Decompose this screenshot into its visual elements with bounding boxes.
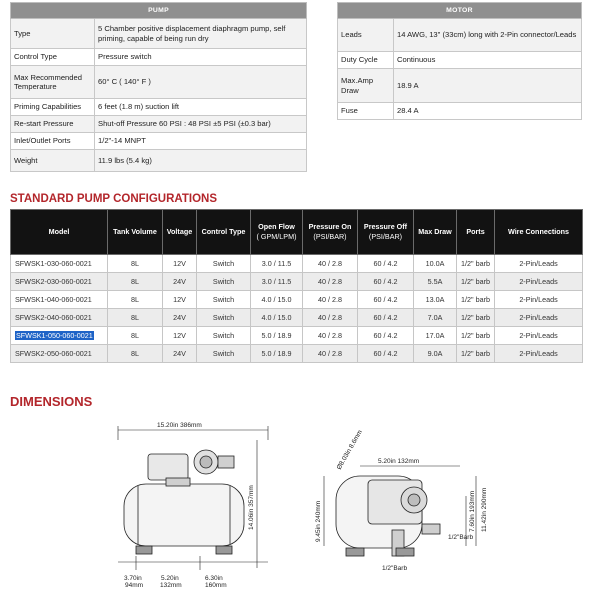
cell-voltage: 12V bbox=[163, 327, 197, 345]
side-overall-length: 15.20in 386mm bbox=[157, 422, 202, 429]
cell-voltage: 12V bbox=[163, 255, 197, 273]
cell-wire: 2-Pin/Leads bbox=[495, 345, 583, 363]
col-pressure-on-label: Pressure On bbox=[308, 222, 352, 232]
cell-pressure-on: 40 / 2.8 bbox=[303, 327, 358, 345]
col-pressure-on-unit: (PSI/BAR) bbox=[313, 232, 347, 241]
pump-label: Weight bbox=[11, 150, 95, 172]
col-flow bbox=[251, 210, 303, 255]
cell-flow: 4.0 / 15.0 bbox=[251, 291, 303, 309]
cell-max-draw: 9.0A bbox=[414, 345, 457, 363]
cell-wire: 2-Pin/Leads bbox=[495, 291, 583, 309]
cell-ports: 1/2" barb bbox=[457, 255, 495, 273]
cell-pressure-on: 40 / 2.8 bbox=[303, 273, 358, 291]
cell-pressure-on: 40 / 2.8 bbox=[303, 255, 358, 273]
cell-max-draw: 17.0A bbox=[414, 327, 457, 345]
cell-ports: 1/2" barb bbox=[457, 309, 495, 327]
cell-wire: 2-Pin/Leads bbox=[495, 255, 583, 273]
cell-model: SFWSK1-040-060-0021 bbox=[11, 291, 108, 309]
pump-label: Priming Capabilities bbox=[11, 99, 95, 116]
side-left-in: 3.70in bbox=[124, 575, 142, 582]
col-max-draw: Max Draw bbox=[414, 210, 457, 255]
motor-label: Duty Cycle bbox=[338, 52, 394, 69]
table-row bbox=[11, 327, 583, 345]
cell-flow: 4.0 / 15.0 bbox=[251, 309, 303, 327]
cell-control: Switch bbox=[197, 327, 251, 345]
cell-pressure-off: 60 / 4.2 bbox=[358, 255, 414, 273]
col-voltage: Voltage bbox=[163, 210, 197, 255]
col-ports: Ports bbox=[457, 210, 495, 255]
motor-label: Fuse bbox=[338, 103, 394, 120]
side-view-drawing bbox=[118, 422, 268, 589]
end-width: 5.20in 132mm bbox=[378, 458, 420, 465]
pump-value: Pressure switch bbox=[95, 49, 307, 66]
cell-ports: 1/2" barb bbox=[457, 345, 495, 363]
cell-tank: 8L bbox=[108, 291, 163, 309]
motor-label: Max.Amp Draw bbox=[338, 69, 394, 103]
cell-voltage: 24V bbox=[163, 345, 197, 363]
motor-spec-table bbox=[337, 2, 582, 120]
cell-tank: 8L bbox=[108, 309, 163, 327]
dimensions-drawing bbox=[0, 405, 600, 600]
col-model: Model bbox=[11, 210, 108, 255]
cell-voltage: 24V bbox=[163, 309, 197, 327]
cell-tank: 8L bbox=[108, 255, 163, 273]
cell-pressure-on: 40 / 2.8 bbox=[303, 345, 358, 363]
end-tank-diameter: Ø8.03in 8.6mm bbox=[335, 429, 364, 471]
motor-value: 18.9 A bbox=[394, 69, 582, 103]
pump-label: Control Type bbox=[11, 49, 95, 66]
cell-ports: 1/2" barb bbox=[457, 291, 495, 309]
cell-flow: 5.0 / 18.9 bbox=[251, 327, 303, 345]
cell-wire: 2-Pin/Leads bbox=[495, 273, 583, 291]
cell-pressure-off: 60 / 4.2 bbox=[358, 273, 414, 291]
motor-value: Continuous bbox=[394, 52, 582, 69]
cell-ports: 1/2" barb bbox=[457, 273, 495, 291]
cell-max-draw: 13.0A bbox=[414, 291, 457, 309]
col-pressure-off bbox=[358, 210, 414, 255]
cell-pressure-off: 60 / 4.2 bbox=[358, 309, 414, 327]
cell-control: Switch bbox=[197, 309, 251, 327]
cell-model: SFWSK2-050-060-0021 bbox=[11, 345, 108, 363]
motor-value: 14 AWG, 13" (33cm) long with 2-Pin connector/Leads bbox=[394, 19, 582, 52]
end-barb-label: 1/2"Barb bbox=[382, 565, 408, 572]
cell-max-draw: 5.5A bbox=[414, 273, 457, 291]
cell-model: SFWSK1-030-060-0021 bbox=[11, 255, 108, 273]
cell-pressure-on: 40 / 2.8 bbox=[303, 309, 358, 327]
cell-max-draw: 10.0A bbox=[414, 255, 457, 273]
tank-body bbox=[124, 484, 244, 546]
table-row bbox=[11, 309, 583, 327]
selected-model-text: SFWSK1-050-060-0021 bbox=[16, 331, 93, 340]
col-control: Control Type bbox=[197, 210, 251, 255]
cell-pressure-off: 60 / 4.2 bbox=[358, 345, 414, 363]
cell-pressure-on: 40 / 2.8 bbox=[303, 291, 358, 309]
pump-header: PUMP bbox=[11, 3, 307, 19]
col-pressure-off-unit: (PSI/BAR) bbox=[368, 232, 403, 241]
end-height-c: 7.60in 193mm bbox=[469, 490, 476, 532]
motor-value: 28.4 A bbox=[394, 103, 582, 120]
cell-model: SFWSK2-030-060-0021 bbox=[11, 273, 108, 291]
pump-label: Re-start Pressure bbox=[11, 116, 95, 133]
cell-tank: 8L bbox=[108, 327, 163, 345]
cell-control: Switch bbox=[197, 273, 251, 291]
cell-ports: 1/2" barb bbox=[457, 327, 495, 345]
cell-control: Switch bbox=[197, 255, 251, 273]
cell-wire: 2-Pin/Leads bbox=[495, 309, 583, 327]
end-barb-label: 1/2"Barb bbox=[448, 534, 474, 541]
pump-spec-table bbox=[10, 2, 307, 172]
col-pressure-off-label: Pressure Off bbox=[363, 222, 408, 232]
table-row bbox=[11, 255, 583, 273]
col-pressure-on bbox=[303, 210, 358, 255]
dimensions-heading: DIMENSIONS bbox=[10, 394, 93, 409]
cell-tank: 8L bbox=[108, 345, 163, 363]
cell-control: Switch bbox=[197, 345, 251, 363]
end-height-a: 9.45in 240mm bbox=[315, 500, 322, 542]
cell-tank: 8L bbox=[108, 273, 163, 291]
side-mid-mm: 132mm bbox=[160, 582, 182, 589]
cell-voltage: 24V bbox=[163, 273, 197, 291]
pump-value: 6 feet (1.8 m) suction lift bbox=[95, 99, 307, 116]
side-right-in: 6.30in bbox=[205, 575, 223, 582]
col-flow-unit: ( GPM/LPM) bbox=[256, 232, 297, 241]
table-row bbox=[11, 291, 583, 309]
col-wire: Wire Connections bbox=[495, 210, 583, 255]
side-left-mm: 94mm bbox=[125, 582, 144, 589]
pump-value: 60° C ( 140° F ) bbox=[95, 66, 307, 99]
pump-value: 1/2"-14 MNPT bbox=[95, 133, 307, 150]
col-flow-label: Open Flow bbox=[258, 222, 295, 232]
configurations-table bbox=[10, 209, 583, 363]
pump-value: 5 Chamber positive displacement diaphragm pump, self priming, capable of being run dry bbox=[95, 19, 307, 49]
configurations-heading: STANDARD PUMP CONFIGURATIONS bbox=[10, 193, 217, 205]
end-height-b: 11.42in 290mm bbox=[481, 487, 488, 532]
cell-model: SFWSK2-040-060-0021 bbox=[11, 309, 108, 327]
pump-label: Type bbox=[11, 19, 95, 49]
motor-header: MOTOR bbox=[338, 3, 582, 19]
cell-flow: 3.0 / 11.5 bbox=[251, 273, 303, 291]
table-row bbox=[11, 273, 583, 291]
cell-control: Switch bbox=[197, 291, 251, 309]
col-tank: Tank Volume bbox=[108, 210, 163, 255]
table-row bbox=[11, 345, 583, 363]
end-view-drawing bbox=[315, 429, 488, 572]
cell-pressure-off: 60 / 4.2 bbox=[358, 291, 414, 309]
cell-flow: 3.0 / 11.5 bbox=[251, 255, 303, 273]
motor-label: Leads bbox=[338, 19, 394, 52]
cell-flow: 5.0 / 18.9 bbox=[251, 345, 303, 363]
pump-value: Shut-off Pressure 60 PSI : 48 PSI ±5 PSI (±0.3 bar) bbox=[95, 116, 307, 133]
cell-voltage: 12V bbox=[163, 291, 197, 309]
side-height: 14.06in 357mm bbox=[248, 485, 255, 530]
pump-value: 11.9 lbs (5.4 kg) bbox=[95, 150, 307, 172]
cell-max-draw: 7.0A bbox=[414, 309, 457, 327]
cell-wire: 2-Pin/Leads bbox=[495, 327, 583, 345]
cell-model-selected[interactable] bbox=[11, 327, 108, 345]
pump-label: Max Recommended Temperature bbox=[11, 66, 95, 99]
side-right-mm: 160mm bbox=[205, 582, 227, 589]
pump-head bbox=[148, 454, 188, 480]
cell-pressure-off: 60 / 4.2 bbox=[358, 327, 414, 345]
pump-label: Inlet/Outlet Ports bbox=[11, 133, 95, 150]
side-mid-in: 5.20in bbox=[161, 575, 179, 582]
